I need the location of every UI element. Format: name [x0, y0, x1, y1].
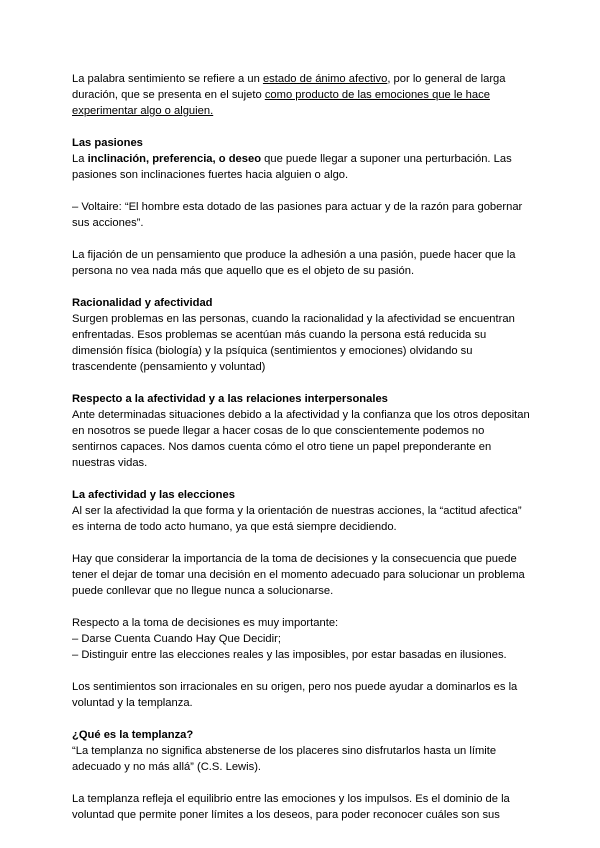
intro-underline-1: estado de ánimo afectivo	[262, 73, 388, 85]
pasiones-text-1: La	[72, 153, 88, 165]
intro-text-1: La palabra sentimiento se refiere a un	[72, 73, 263, 85]
heading-pasiones: Las pasiones	[72, 137, 143, 149]
pasiones-text-2: que puede llegar a suponer una perturbación. Las pasiones son inclinaciones fuertes hacia alguien o algo.	[72, 153, 512, 181]
elecciones-paragraph-2: Hay que considerar la importancia de la toma de decisiones y la consecuencia que puede tener el dejar de tomar una decisión en el momento adecuado para solucionar un problema puede conllevar que no llegue nunca a solucionarse.	[72, 553, 525, 597]
pasiones-paragraph	[72, 151, 532, 183]
elecciones-paragraph-3: Los sentimientos son irracionales en su origen, pero nos puede ayudar a dominarlos es la voluntad y la templanza.	[72, 681, 518, 709]
intro-underline-2: como producto de las emociones que le hace experimentar algo o alguien.	[72, 89, 490, 117]
templanza-paragraph: La templanza refleja el equilibrio entre las emociones y los impulsos. Es el dominio de la voluntad que permite poner límites a los deseos, para poder reconocer cuáles son sus	[72, 793, 510, 821]
lewis-quote: “La templanza no significa abstenerse de los placeres sino disfrutarlos hasta un límite adecuado y no más allá” (C.S. Lewis).	[72, 745, 497, 773]
heading-elecciones: La afectividad y las elecciones	[72, 489, 235, 501]
decisiones-list-intro: Respecto a la toma de decisiones es muy importante:	[72, 617, 339, 629]
pasiones-bold: inclinación, preferencia, o deseo	[87, 153, 262, 165]
racionalidad-paragraph: Surgen problemas en las personas, cuando la racionalidad y la afectividad se encuentran enfrentadas. Esos problemas se acentúan más cuando la persona está reducida su dimensión física (biología) y la psíquica (sentimientos y emociones) olvidando su trascendente (pensamiento y voluntad)	[72, 313, 515, 373]
intro-text-2: , por lo general de larga duración, que se presenta en el sujeto	[72, 73, 506, 101]
document-page	[72, 71, 532, 823]
decisiones-item-1: – Darse Cuenta Cuando Hay Que Decidir;	[72, 633, 281, 645]
pasiones-paragraph-2: La fijación de un pensamiento que produce la adhesión a una pasión, puede hacer que la persona no vea nada más que aquello que es el objeto de su pasión.	[72, 249, 516, 277]
heading-templanza: ¿Qué es la templanza?	[72, 729, 194, 741]
voltaire-quote: – Voltaire: “El hombre esta dotado de las pasiones para actuar y de la razón para gobernar sus acciones”.	[72, 201, 523, 229]
heading-relaciones: Respecto a la afectividad y a las relaciones interpersonales	[72, 393, 388, 405]
intro-paragraph	[72, 71, 532, 119]
heading-racionalidad: Racionalidad y afectividad	[72, 297, 213, 309]
decisiones-item-2: – Distinguir entre las elecciones reales y las imposibles, por estar basadas en ilusiones.	[72, 649, 507, 661]
relaciones-paragraph: Ante determinadas situaciones debido a la afectividad y la confianza que los otros depositan en nosotros se puede llegar a hacer cosas de lo que conscientemente podemos no sentirnos capaces. Nos damos cuenta cómo el otro tiene un papel preponderante en nuestras vidas.	[72, 409, 530, 469]
elecciones-paragraph-1: Al ser la afectividad la que forma y la orientación de nuestras acciones, la “actitud afectica” es interna de todo acto humano, ya que está siempre decidiendo.	[72, 505, 522, 533]
